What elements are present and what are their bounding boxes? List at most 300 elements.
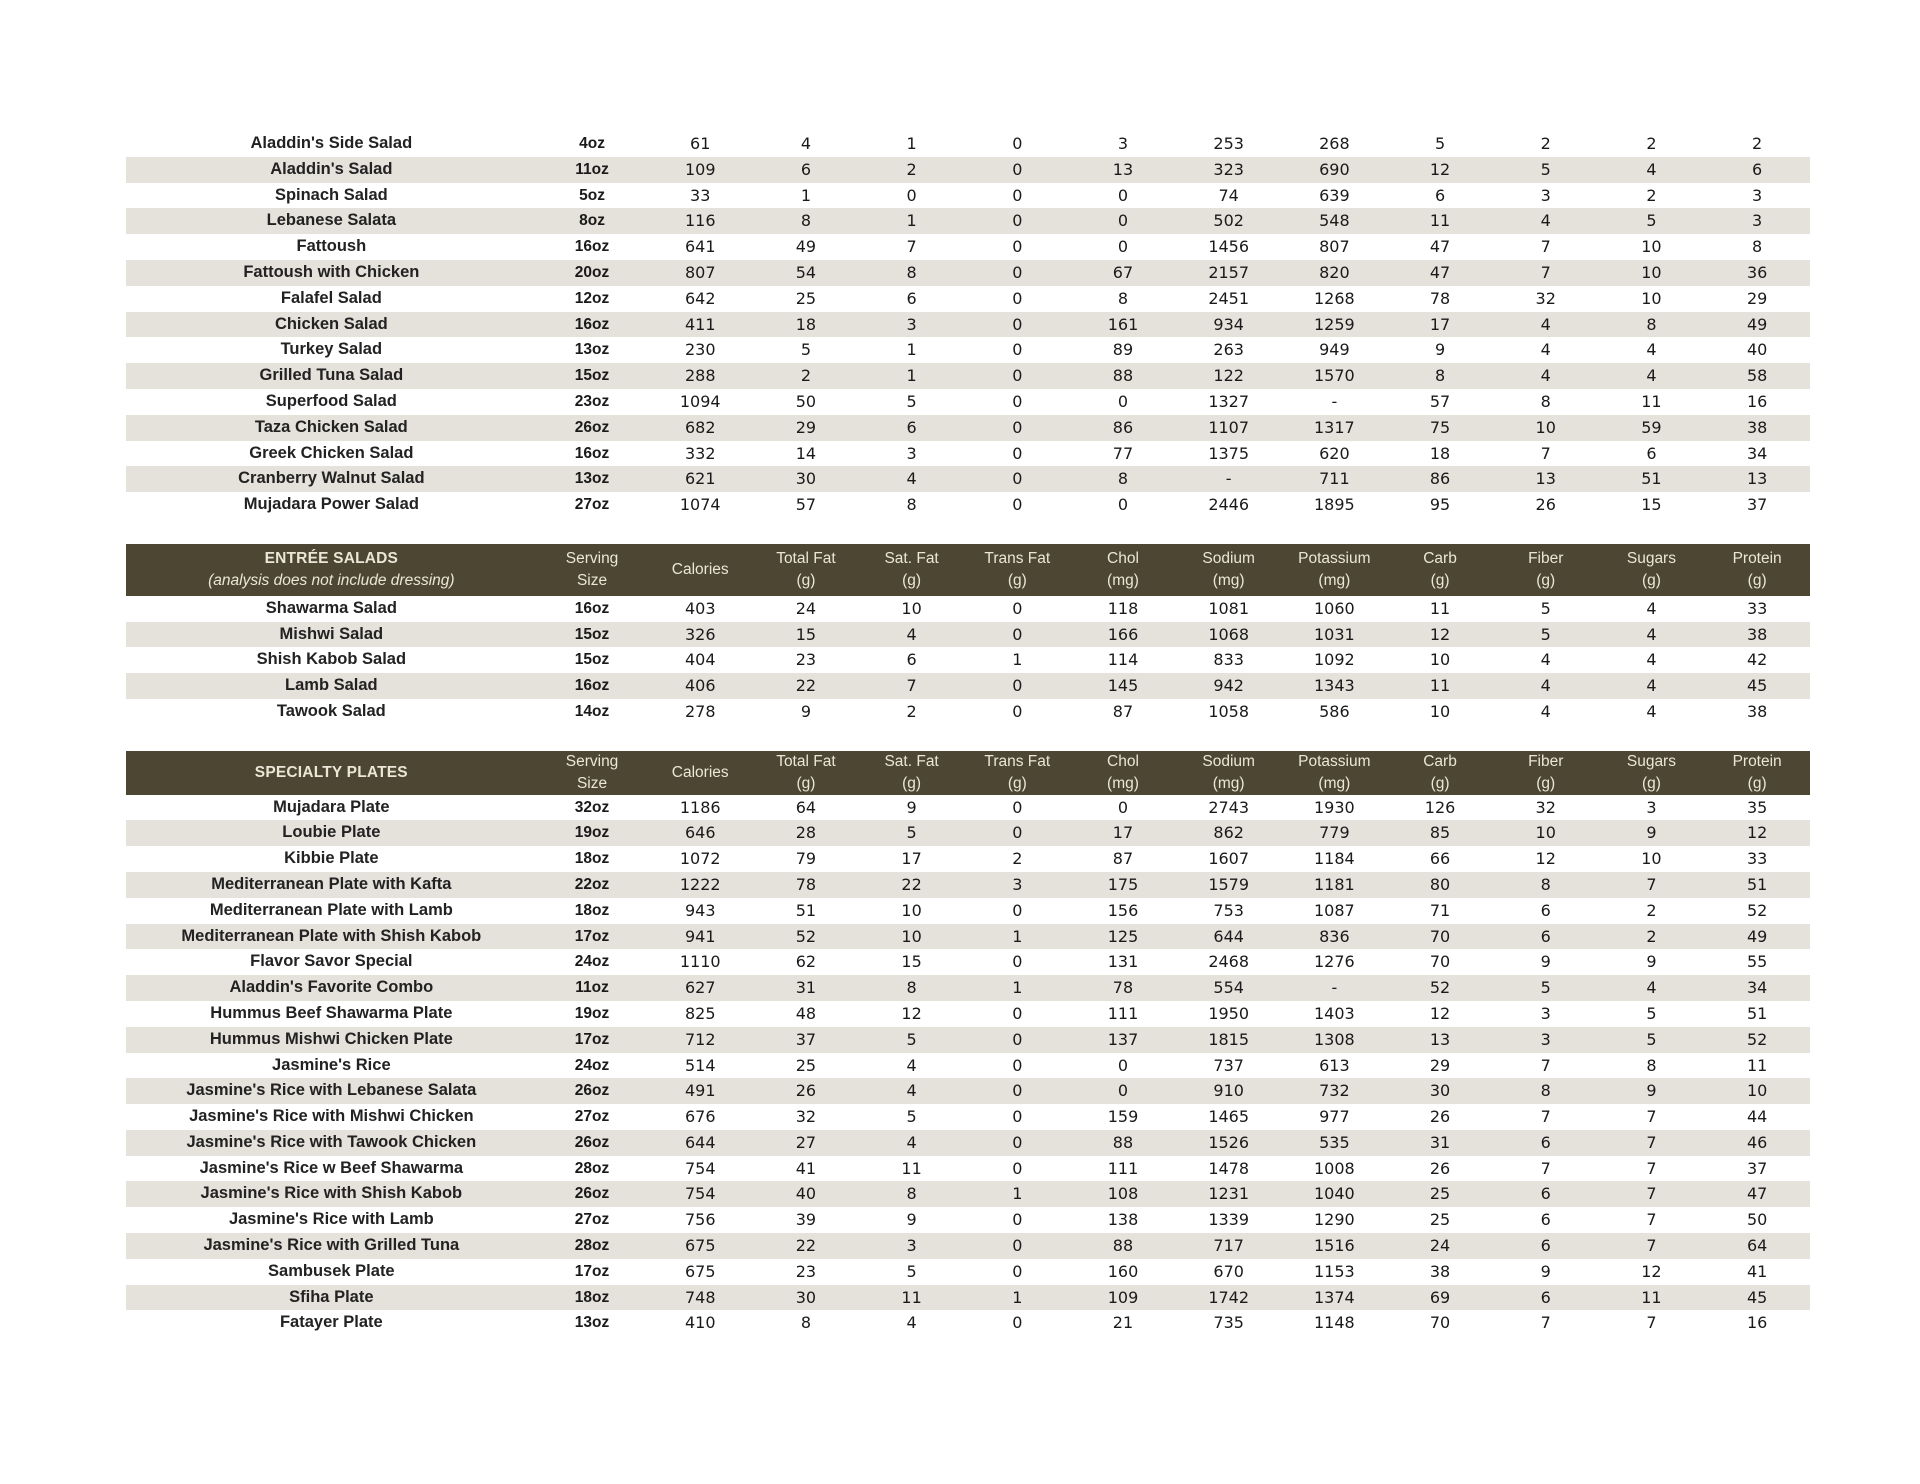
cell-fiber: 7 [1540,1313,1551,1333]
cell-fiber: 4 [1540,701,1551,721]
item-name: Fatayer Plate [279,1313,383,1332]
cell-carb: 57 [1429,391,1451,411]
item-name: Mediterranean Plate with Shish Kabob [126,924,537,950]
cell-carb: 24 [1387,1233,1493,1259]
item-name: Mishwi Salad [126,622,537,648]
serving-size: 24oz [574,1056,610,1074]
cell-protein: 58 [1704,363,1810,389]
cell-trans-fat: 0 [964,260,1070,286]
cell-potassium: 620 [1319,443,1350,463]
cell-potassium: 1040 [1282,1181,1388,1207]
cell-calories: 33 [690,185,711,205]
cell-sodium: 554 [1176,975,1282,1001]
item-name: Spinach Salad [274,185,388,204]
cell-trans-fat: 0 [1012,443,1023,463]
cell-trans-fat: 0 [964,415,1070,441]
cell-calories: 61 [690,134,711,153]
cell-calories: 1222 [647,872,753,898]
cell-sat-fat: 3 [859,1233,965,1259]
cell-trans-fat: 0 [1012,1261,1023,1281]
cell-carb: 70 [1387,924,1493,950]
cell-sugars: 10 [1641,849,1662,869]
cell-potassium: 1276 [1314,952,1355,972]
cell-calories: 754 [684,1158,716,1178]
cell-chol: 0 [1117,1055,1129,1075]
serving-size: 26oz [537,1130,648,1156]
cell-potassium: 1290 [1314,1210,1355,1230]
cell-chol: 138 [1107,1210,1139,1230]
column-header-line: (g) [902,774,922,792]
cell-carb: 126 [1424,797,1456,817]
cell-protein: 16 [1746,1313,1768,1333]
serving-size: 27oz [574,1108,610,1126]
cell-protein: 51 [1704,872,1810,898]
column-header-line: Protein [1732,752,1782,770]
cell-chol: 8 [1117,288,1129,308]
cell-protein: 49 [1704,312,1810,338]
cell-chol: 109 [1070,1285,1176,1311]
column-header-line: (mg) [1107,571,1139,589]
table-row [126,1027,1810,1053]
cell-calories: 807 [647,260,753,286]
cell-sugars: 10 [1641,237,1662,257]
cell-trans-fat: 0 [1012,900,1023,920]
cell-sodium: 644 [1176,924,1282,950]
serving-size: 13oz [574,1314,610,1332]
cell-fiber: 4 [1493,312,1599,338]
cell-sat-fat: 7 [906,237,917,257]
column-header-line: (g) [1641,774,1661,792]
column-header-line: Serving [565,549,619,567]
item-name: Tawook Salad [276,701,386,720]
serving-size: 15oz [574,651,610,669]
cell-sugars: 7 [1599,1181,1705,1207]
serving-size: 11oz [537,975,648,1001]
cell-fiber: 7 [1540,1055,1551,1075]
cell-trans-fat: 1 [964,1181,1070,1207]
cell-protein: 52 [1746,900,1768,920]
table-row [126,1259,1810,1285]
cell-trans-fat: 0 [1012,340,1023,360]
cell-sodium: 934 [1176,312,1282,338]
cell-calories: 278 [684,701,716,721]
cell-sodium: 717 [1176,1233,1282,1259]
cell-potassium: 1374 [1282,1285,1388,1311]
cell-trans-fat: 0 [1012,1158,1023,1178]
cell-trans-fat: 0 [1012,952,1023,972]
column-header-line: Potassium [1298,549,1371,567]
table-row [126,622,1810,648]
cell-chol: 21 [1112,1313,1134,1333]
cell-calories: 644 [647,1130,753,1156]
column-header-line: (mg) [1318,774,1351,792]
cell-sat-fat: 0 [906,185,917,205]
cell-sodium: 737 [1213,1055,1244,1075]
cell-carb: 10 [1429,701,1451,721]
column-header-line: (g) [1430,571,1450,589]
cell-trans-fat: 0 [964,673,1070,699]
column-header-serving [537,751,648,795]
cell-chol: 114 [1107,650,1139,670]
column-header-line: Size [576,774,608,792]
cell-chol: 13 [1070,157,1176,183]
cell-sat-fat: 6 [859,415,965,441]
cell-sodium: 2468 [1208,952,1250,972]
cell-sodium: 1058 [1208,701,1250,721]
cell-protein: 38 [1746,701,1768,721]
cell-total-fat: 22 [753,1233,859,1259]
cell-sat-fat: 4 [859,1130,965,1156]
cell-sat-fat: 2 [859,157,965,183]
section-title [126,751,537,795]
cell-calories: 491 [647,1078,753,1104]
cell-fiber: 4 [1540,340,1551,360]
cell-calories: 748 [647,1285,753,1311]
cell-fiber: 2 [1540,134,1551,153]
item-name: Lamb Salad [126,673,537,699]
cell-sodium: 735 [1213,1313,1244,1333]
cell-carb: 70 [1429,1313,1451,1333]
cell-sodium: 862 [1176,820,1282,846]
cell-protein: 64 [1704,1233,1810,1259]
cell-fiber: 6 [1493,1130,1599,1156]
cell-sat-fat: 4 [859,1078,965,1104]
section-gap [126,725,1810,751]
table-row [126,872,1810,898]
column-header-line: Calories [671,560,729,578]
cell-protein: 55 [1746,952,1768,972]
cell-potassium: 1092 [1314,650,1355,670]
table-row [126,820,1810,846]
table-row [126,699,1810,725]
cell-carb: 31 [1387,1130,1493,1156]
cell-sodium: 1081 [1208,598,1250,618]
cell-potassium: 1087 [1314,900,1355,920]
cell-protein: 42 [1746,650,1768,670]
cell-fiber: 7 [1540,443,1551,463]
table-row [126,363,1810,389]
serving-size: 20oz [537,260,648,286]
cell-calories: 627 [647,975,753,1001]
cell-total-fat: 4 [800,134,812,153]
table-row [126,157,1810,183]
cell-sugars: 7 [1646,1107,1657,1127]
cell-sugars: 7 [1646,1210,1657,1230]
serving-size: 28oz [537,1233,648,1259]
column-header-line: Total Fat [776,752,836,770]
cell-protein: 10 [1704,1078,1810,1104]
cell-chol: 0 [1117,185,1129,205]
table-row [126,441,1810,467]
cell-trans-fat: 0 [1012,1313,1023,1333]
table-row [126,924,1810,950]
serving-size: 19oz [537,820,648,846]
cell-carb: 75 [1387,415,1493,441]
column-header-line: Carb [1423,752,1457,770]
cell-fiber: 6 [1493,1181,1599,1207]
cell-carb: 6 [1434,185,1446,205]
cell-carb: 66 [1429,849,1451,869]
item-name: Jasmine's Rice with Lamb [228,1210,434,1229]
cell-sat-fat: 17 [901,849,922,869]
column-header-line: (g) [1641,571,1661,589]
cell-trans-fat: 0 [1012,1210,1023,1230]
column-header-line: Sat. Fat [884,752,939,770]
column-header-line: Protein [1732,549,1782,567]
cell-total-fat: 25 [795,288,817,308]
item-name: Falafel Salad [280,288,382,307]
cell-fiber: 6 [1493,1233,1599,1259]
cell-trans-fat: 0 [1012,797,1023,817]
cell-sat-fat: 5 [859,1027,965,1053]
cell-fiber: 4 [1493,363,1599,389]
serving-size: 28oz [574,1159,610,1177]
column-header-line: Sodium [1202,752,1255,770]
cell-fiber: 7 [1493,260,1599,286]
item-name: Mujadara Power Salad [243,495,419,514]
cell-carb: 10 [1429,650,1451,670]
cell-total-fat: 28 [753,820,859,846]
table-row [126,234,1810,260]
cell-chol: 67 [1070,260,1176,286]
cell-total-fat: 23 [795,1261,817,1281]
cell-protein: 49 [1704,924,1810,950]
cell-carb: 30 [1387,1078,1493,1104]
cell-sat-fat: 4 [906,1313,917,1333]
cell-trans-fat: 0 [1012,185,1023,205]
cell-trans-fat: 3 [964,872,1070,898]
cell-sugars: 5 [1646,1003,1657,1023]
cell-chol: 0 [1070,208,1176,234]
cell-sodium: 753 [1213,900,1244,920]
cell-sat-fat: 9 [906,1210,917,1230]
column-header-line: (g) [1536,774,1556,792]
cell-trans-fat: 0 [964,622,1070,648]
column-header-carb [1387,751,1493,795]
table-row [126,1078,1810,1104]
cell-trans-fat: 0 [1012,134,1023,153]
cell-potassium: 977 [1319,1107,1350,1127]
cell-sugars: 2 [1599,924,1705,950]
cell-calories: 825 [684,1003,716,1023]
item-name: Aladdin's Side Salad [250,134,413,152]
item-name: Hummus Beef Shawarma Plate [210,1003,453,1022]
cell-total-fat: 8 [800,1313,812,1333]
cell-carb: 11 [1429,598,1451,618]
cell-potassium: 1516 [1282,1233,1388,1259]
cell-sodium: 1526 [1176,1130,1282,1156]
cell-protein: 46 [1704,1130,1810,1156]
column-header-sat-fat [859,751,965,795]
column-header-line: (g) [796,774,816,792]
cell-fiber: 32 [1535,797,1556,817]
cell-carb: 12 [1429,1003,1451,1023]
cell-protein: 37 [1746,495,1768,515]
cell-trans-fat: 0 [1012,1055,1023,1075]
cell-calories: 230 [684,340,716,360]
cell-calories: 621 [647,466,753,492]
column-header-total-fat [753,751,859,795]
cell-potassium: 1317 [1282,415,1388,441]
cell-calories: 712 [647,1027,753,1053]
cell-potassium: 1184 [1314,849,1355,869]
cell-potassium: 949 [1319,340,1350,360]
cell-sodium: 1375 [1208,443,1250,463]
cell-sodium: 670 [1213,1261,1244,1281]
cell-calories: 641 [684,237,716,257]
cell-total-fat: 49 [795,237,817,257]
serving-size: 8oz [537,208,648,234]
cell-trans-fat: 0 [964,1130,1070,1156]
cell-sugars: 7 [1599,1233,1705,1259]
column-header-line: Sat. Fat [884,549,939,567]
cell-total-fat: 23 [795,650,817,670]
column-header-sugars [1599,544,1705,596]
item-name: Jasmine's Rice with Lebanese Salata [126,1078,537,1104]
cell-fiber: 4 [1493,208,1599,234]
cell-trans-fat: 0 [964,466,1070,492]
cell-protein: 34 [1704,975,1810,1001]
serving-size: 13oz [574,341,610,359]
cell-sugars: 59 [1599,415,1705,441]
cell-fiber: 8 [1493,1078,1599,1104]
cell-calories: 514 [684,1055,716,1075]
cell-protein: 45 [1704,673,1810,699]
cell-sugars: 4 [1599,975,1705,1001]
column-header-chol [1070,544,1176,596]
cell-sat-fat: 5 [859,820,965,846]
cell-total-fat: 39 [795,1210,817,1230]
serving-size: 22oz [537,872,648,898]
cell-carb: 71 [1429,900,1451,920]
item-name: Flavor Savor Special [250,952,413,971]
table-row [126,596,1810,622]
serving-size: 5oz [579,186,605,204]
cell-protein: 16 [1746,391,1768,411]
cell-sugars: 51 [1599,466,1705,492]
cell-protein: 52 [1704,1027,1810,1053]
cell-sat-fat: 15 [901,952,922,972]
table-row [126,846,1810,872]
cell-sodium: 122 [1176,363,1282,389]
cell-fiber: 26 [1535,495,1556,515]
cell-sat-fat: 8 [859,1181,965,1207]
cell-fiber: 3 [1493,1027,1599,1053]
cell-fiber: 10 [1493,820,1599,846]
cell-sodium: 2451 [1208,288,1250,308]
cell-sugars: 4 [1599,363,1705,389]
cell-potassium: 1259 [1282,312,1388,338]
cell-chol: 166 [1070,622,1176,648]
cell-sat-fat: 2 [906,701,917,721]
cell-potassium: 1008 [1314,1158,1355,1178]
column-header-line: (g) [1747,571,1767,589]
cell-fiber: 9 [1540,952,1551,972]
cell-chol: 160 [1107,1261,1139,1281]
cell-sat-fat: 6 [906,650,917,670]
column-header-line: (g) [902,571,922,589]
column-header-line: (mg) [1212,774,1245,792]
cell-total-fat: 62 [795,952,817,972]
item-name: Loubie Plate [126,820,537,846]
item-name: Mediterranean Plate with Kafta [126,872,537,898]
cell-chol: 111 [1107,1158,1139,1178]
cell-trans-fat: 1 [964,924,1070,950]
cell-chol: 87 [1112,849,1134,869]
cell-protein: 47 [1704,1181,1810,1207]
cell-calories: 646 [647,820,753,846]
item-name: Mujadara Plate [273,797,390,816]
cell-sodium: 2743 [1208,797,1250,817]
serving-size: 16oz [537,673,648,699]
cell-sat-fat: 1 [859,363,965,389]
cell-total-fat: 2 [753,363,859,389]
cell-trans-fat: 0 [964,312,1070,338]
item-name: Shish Kabob Salad [256,650,407,669]
cell-carb: 95 [1429,495,1451,515]
column-header-line: Chol [1107,752,1139,770]
item-name: Jasmine's Rice w Beef Shawarma [199,1158,464,1177]
item-name: Greek Chicken Salad [249,443,414,462]
column-header-sugars [1599,751,1705,795]
cell-chol: 111 [1107,1003,1139,1023]
column-header-line: (g) [1747,774,1767,792]
cell-carb: 80 [1387,872,1493,898]
item-name: Sfiha Plate [126,1285,537,1311]
table-row [126,949,1810,975]
table-row [126,415,1810,441]
table-row [126,1233,1810,1259]
cell-sodium: 74 [1218,185,1239,205]
table-row [126,1181,1810,1207]
cell-sugars: 2 [1646,900,1657,920]
cell-calories: 1074 [679,495,721,515]
cell-total-fat: 5 [800,340,812,360]
cell-protein: 2 [1752,134,1763,153]
column-header-line: Potassium [1298,752,1371,770]
cell-protein: 3 [1752,185,1763,205]
cell-carb: 29 [1429,1055,1451,1075]
cell-sugars: 7 [1646,1158,1657,1178]
cell-carb: 13 [1387,1027,1493,1053]
serving-size: 18oz [537,1285,648,1311]
column-header-trans-fat [964,751,1070,795]
cell-total-fat: 48 [795,1003,817,1023]
cell-sat-fat: 4 [906,1055,917,1075]
cell-carb: 70 [1429,952,1451,972]
table-row [126,286,1810,312]
cell-protein: 38 [1704,622,1810,648]
cell-sugars: 4 [1646,598,1657,618]
serving-size: 4oz [579,135,605,152]
cell-sodium: 1231 [1176,1181,1282,1207]
cell-sodium: 1465 [1208,1107,1250,1127]
serving-size: 17oz [537,924,648,950]
cell-calories: 109 [647,157,753,183]
column-header-line: Sugars [1626,752,1676,770]
cell-carb: 26 [1429,1158,1451,1178]
column-header-line: Trans Fat [984,549,1051,567]
cell-fiber: 3 [1540,185,1551,205]
cell-sat-fat: 11 [901,1158,922,1178]
cell-protein: 13 [1704,466,1810,492]
cell-carb: 11 [1387,673,1493,699]
cell-carb: 12 [1387,157,1493,183]
table-row [126,1104,1810,1130]
cell-sat-fat: 9 [906,797,917,817]
cell-total-fat: 31 [753,975,859,1001]
column-header-protein [1704,751,1810,795]
